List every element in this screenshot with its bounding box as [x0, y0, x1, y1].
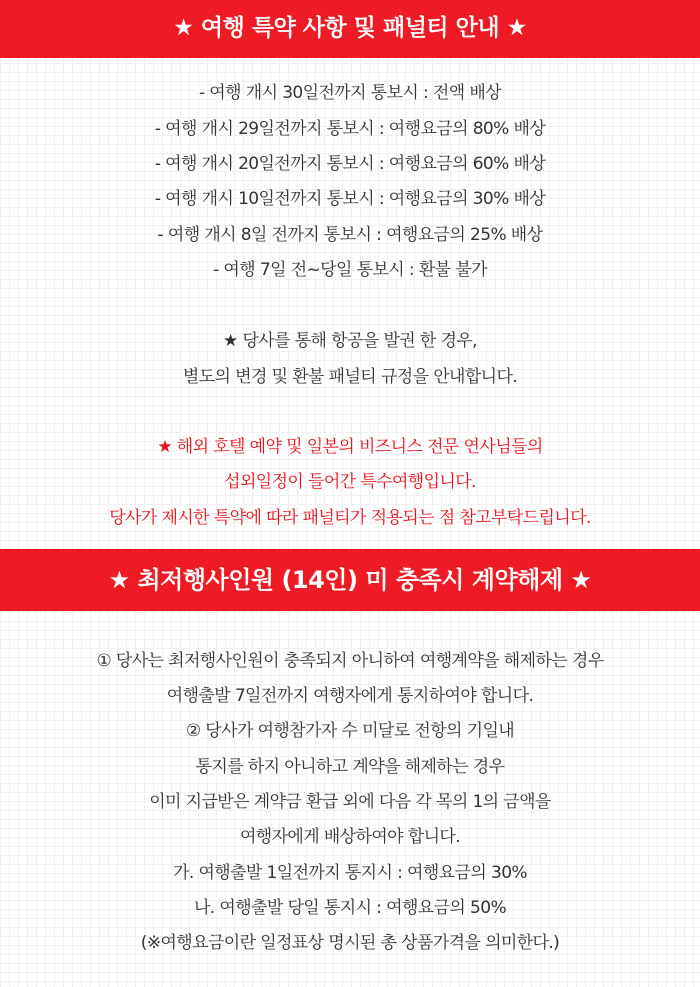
term-line: ② 당사가 여행참가자 수 미달로 전항의 기일내: [185, 721, 515, 741]
term-line: 이미 지급받은 계약금 환급 외에 다음 각 목의 1의 금액을: [149, 792, 551, 812]
term-line: 여행자에게 배상하여야 합니다.: [239, 827, 461, 847]
term-line: 나. 여행출발 당일 통지시 : 여행요금의 50%: [193, 898, 507, 918]
note-line: 당사가 제시한 특약에 따라 패널티가 적용되는 점 참고부탁드립니다.: [109, 508, 591, 528]
term-line: 통지를 하지 아니하고 계약을 해제하는 경우: [195, 757, 505, 777]
penalty-section-title: ★ 여행 특약 사항 및 패널티 안내 ★: [0, 0, 700, 58]
minimum-participants-section-title: ★ 최저행사인원 (14인) 미 충족시 계약해제 ★: [0, 549, 700, 611]
note-line: 별도의 변경 및 환불 패널티 규정을 안내합니다.: [182, 367, 518, 387]
note-line: 섭외일정이 들어간 특수여행입니다.: [224, 472, 476, 492]
penalty-item: - 여행 개시 8일 전까지 통보시 : 여행요금의 25% 배상: [157, 225, 543, 245]
penalty-item: - 여행 개시 29일전까지 통보시 : 여행요금의 80% 배상: [154, 119, 546, 139]
penalty-item: - 여행 개시 30일전까지 통보시 : 전액 배상: [198, 83, 502, 103]
penalty-item: - 여행 개시 20일전까지 통보시 : 여행요금의 60% 배상: [154, 154, 546, 174]
term-line: (※여행요금이란 일정표상 명시된 총 상품가격을 의미한다.): [140, 933, 560, 953]
note-line: ★ 해외 호텔 예약 및 일본의 비즈니스 전문 연사님들의: [157, 437, 543, 457]
note-line: ★ 당사를 통해 항공을 발권 한 경우,: [223, 331, 477, 351]
term-line: 여행출발 7일전까지 여행자에게 통지하여야 합니다.: [166, 686, 534, 706]
term-line: ① 당사는 최저행사인원이 충족되지 아니하여 여행계약을 해제하는 경우: [96, 651, 604, 671]
penalty-item: - 여행 개시 10일전까지 통보시 : 여행요금의 30% 배상: [154, 189, 546, 209]
penalty-item: - 여행 7일 전~당일 통보시 : 환불 불가: [213, 260, 487, 280]
term-line: 가. 여행출발 1일전까지 통지시 : 여행요금의 30%: [173, 863, 527, 883]
